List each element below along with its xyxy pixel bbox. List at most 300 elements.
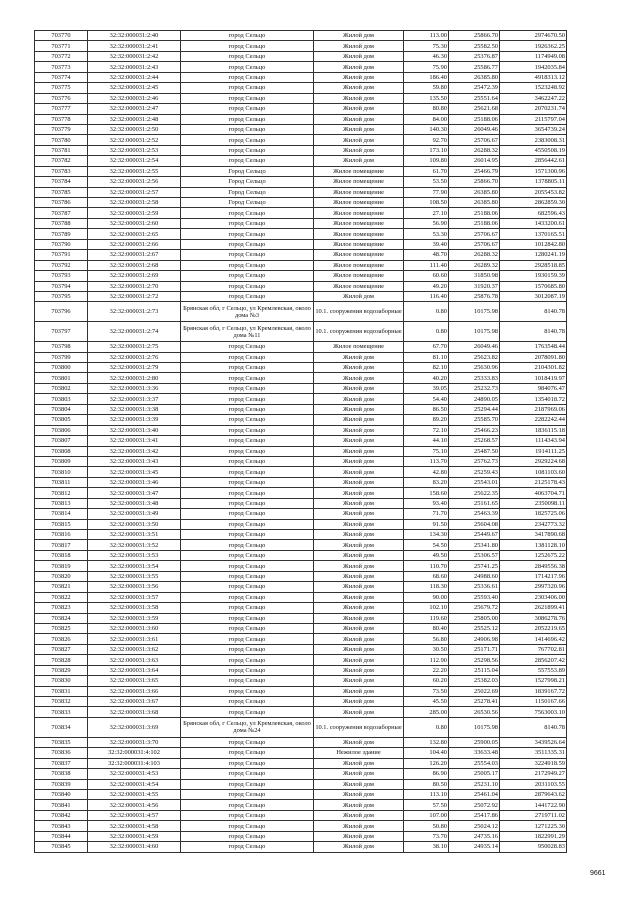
cadastral-value-cell: 2974670.50: [500, 31, 567, 41]
cadastral-value-cell: 1825725.06: [500, 509, 567, 519]
address-cell: город Сельцо: [181, 779, 314, 789]
cadastral-number-cell: 32:32:000031:2:40: [88, 31, 181, 41]
unit-value-cell: 24935.14: [449, 842, 500, 852]
cadastral-number-cell: 32:32:000031:3:40: [88, 425, 181, 435]
unit-value-cell: 31850.98: [449, 271, 500, 281]
cadastral-number-cell: 32:32:000031:2:48: [88, 114, 181, 124]
cadastral-value-cell: 2282242.44: [500, 415, 567, 425]
address-cell: Брянская обл, г Сельцо, ул Кремлевская, около дома №24: [181, 717, 314, 737]
cadastral-number-cell: 32:32:000031:4:54: [88, 779, 181, 789]
unit-value-cell: 25551.64: [449, 93, 500, 103]
object-type-cell: Жилой дом: [314, 737, 404, 747]
object-type-cell: 10.1. сооружения водозаборные: [314, 302, 404, 322]
object-type-cell: Жилое помещение: [314, 229, 404, 239]
unit-value-cell: 26385.80: [449, 72, 500, 82]
area-cell: 75.90: [404, 62, 449, 72]
cadastral-value-cell: 2104301.82: [500, 363, 567, 373]
address-cell: Город Сельцо: [181, 187, 314, 197]
table-row: [35, 177, 567, 187]
unit-value-cell: 25376.87: [449, 51, 500, 61]
cadastral-number-cell: 32:32:000031:3:52: [88, 540, 181, 550]
address-cell: город Сельцо: [181, 488, 314, 498]
area-cell: 80.80: [404, 104, 449, 114]
cadastral-value-cell: 1381128.10: [500, 540, 567, 550]
table-row: [35, 114, 567, 124]
object-type-cell: Нежилое здание: [314, 748, 404, 758]
area-cell: 81.10: [404, 352, 449, 362]
cadastral-number-cell: 32:32:000031:2:54: [88, 156, 181, 166]
cadastral-value-cell: 2621899.41: [500, 603, 567, 613]
address-cell: город Сельцо: [181, 519, 314, 529]
table-row: [35, 250, 567, 260]
cadastral-number-cell: 32:32:000031:3:67: [88, 697, 181, 707]
cadastral-number-cell: 32:32:000031:3:36: [88, 383, 181, 393]
row-id-cell: 703799: [35, 352, 88, 362]
unit-value-cell: 25586.77: [449, 62, 500, 72]
address-cell: город Сельцо: [181, 477, 314, 487]
area-cell: 132.80: [404, 737, 449, 747]
unit-value-cell: 26014.95: [449, 156, 500, 166]
row-id-cell: 703840: [35, 789, 88, 799]
address-cell: город Сельцо: [181, 540, 314, 550]
object-type-cell: Жилой дом: [314, 425, 404, 435]
object-type-cell: Жилое помещение: [314, 218, 404, 228]
row-id-cell: 703778: [35, 114, 88, 124]
object-type-cell: 10.1. сооружения водозаборные: [314, 322, 404, 342]
address-cell: город Сельцо: [181, 676, 314, 686]
unit-value-cell: 25188.06: [449, 114, 500, 124]
area-cell: 59.80: [404, 83, 449, 93]
cadastral-value-cell: 2031103.55: [500, 779, 567, 789]
unit-value-cell: 25487.50: [449, 446, 500, 456]
unit-value-cell: 25900.05: [449, 737, 500, 747]
unit-value-cell: 25171.71: [449, 644, 500, 654]
row-id-cell: 703823: [35, 603, 88, 613]
object-type-cell: Жилой дом: [314, 488, 404, 498]
object-type-cell: Жилое помещение: [314, 239, 404, 249]
unit-value-cell: 25621.68: [449, 104, 500, 114]
unit-value-cell: 25022.69: [449, 686, 500, 696]
row-id-cell: 703773: [35, 62, 88, 72]
table-row: [35, 686, 567, 696]
address-cell: город Сельцо: [181, 758, 314, 768]
cadastral-value-cell: 1926362.25: [500, 41, 567, 51]
cadastral-number-cell: 32:32:000031:3:64: [88, 665, 181, 675]
object-type-cell: Жилой дом: [314, 676, 404, 686]
object-type-cell: Жилой дом: [314, 394, 404, 404]
cadastral-number-cell: 32:32:000031:3:63: [88, 655, 181, 665]
address-cell: город Сельцо: [181, 737, 314, 747]
cadastral-number-cell: 32:32:000031:4:59: [88, 831, 181, 841]
cadastral-value-cell: 1714217.96: [500, 571, 567, 581]
object-type-cell: Жилой дом: [314, 156, 404, 166]
area-cell: 112.90: [404, 655, 449, 665]
table-row: [35, 779, 567, 789]
area-cell: 73.70: [404, 831, 449, 841]
unit-value-cell: 25762.73: [449, 456, 500, 466]
area-cell: 134.30: [404, 530, 449, 540]
cadastral-value-cell: 2856207.42: [500, 655, 567, 665]
area-cell: 53.50: [404, 177, 449, 187]
row-id-cell: 703826: [35, 634, 88, 644]
cadastral-value-cell: 2719711.02: [500, 810, 567, 820]
cadastral-value-cell: 1930159.39: [500, 271, 567, 281]
area-cell: 113.10: [404, 789, 449, 799]
cadastral-value-cell: 1370165.51: [500, 229, 567, 239]
unit-value-cell: 25593.40: [449, 592, 500, 602]
address-cell: город Сельцо: [181, 373, 314, 383]
address-cell: город Сельцо: [181, 394, 314, 404]
row-id-cell: 703790: [35, 239, 88, 249]
table-row: [35, 561, 567, 571]
object-type-cell: Жилое помещение: [314, 166, 404, 176]
cadastral-value-cell: 2187969.06: [500, 404, 567, 414]
row-id-cell: 703787: [35, 208, 88, 218]
unit-value-cell: 25268.57: [449, 436, 500, 446]
cadastral-number-cell: 32:32:000031:2:47: [88, 104, 181, 114]
cadastral-value-cell: 1942035.84: [500, 62, 567, 72]
cadastral-value-cell: 1914111.25: [500, 446, 567, 456]
table-row: [35, 540, 567, 550]
unit-value-cell: 25024.12: [449, 821, 500, 831]
unit-value-cell: 33633.48: [449, 748, 500, 758]
address-cell: город Сельцо: [181, 156, 314, 166]
area-cell: 49.20: [404, 281, 449, 291]
address-cell: город Сельцо: [181, 592, 314, 602]
cadastral-number-cell: 32:32:000031:4:102: [88, 748, 181, 758]
row-id-cell: 703775: [35, 83, 88, 93]
table-row: [35, 156, 567, 166]
cadastral-value-cell: 2856442.61: [500, 156, 567, 166]
row-id-cell: 703831: [35, 686, 88, 696]
cadastral-value-cell: 557553.89: [500, 665, 567, 675]
cadastral-value-cell: 2929224.68: [500, 456, 567, 466]
table-row: [35, 634, 567, 644]
area-cell: 119.60: [404, 613, 449, 623]
unit-value-cell: 25554.03: [449, 758, 500, 768]
cadastral-number-cell: 32:32:000031:2:66: [88, 239, 181, 249]
table-row: [35, 281, 567, 291]
address-cell: город Сельцо: [181, 810, 314, 820]
table-row: [35, 104, 567, 114]
address-cell: город Сельцо: [181, 229, 314, 239]
unit-value-cell: 26530.56: [449, 707, 500, 717]
cadastral-value-cell: 2055453.82: [500, 187, 567, 197]
object-type-cell: Жилой дом: [314, 613, 404, 623]
address-cell: город Сельцо: [181, 571, 314, 581]
row-id-cell: 703798: [35, 342, 88, 352]
area-cell: 92.70: [404, 135, 449, 145]
area-cell: 113.70: [404, 456, 449, 466]
cadastral-number-cell: 32:32:000031:3:53: [88, 550, 181, 560]
unit-value-cell: 25741.25: [449, 561, 500, 571]
address-cell: город Сельцо: [181, 250, 314, 260]
row-id-cell: 703843: [35, 821, 88, 831]
address-cell: город Сельцо: [181, 686, 314, 696]
cadastral-value-cell: 1523248.92: [500, 83, 567, 93]
unit-value-cell: 25336.61: [449, 582, 500, 592]
object-type-cell: Жилой дом: [314, 831, 404, 841]
row-id-cell: 703805: [35, 415, 88, 425]
cadastral-value-cell: 7563003.10: [500, 707, 567, 717]
area-cell: 285.00: [404, 707, 449, 717]
table-row: [35, 83, 567, 93]
table-row: [35, 166, 567, 176]
object-type-cell: Жилое помещение: [314, 260, 404, 270]
cadastral-number-cell: 32:32:000031:3:49: [88, 509, 181, 519]
address-cell: город Сельцо: [181, 436, 314, 446]
cadastral-number-cell: 32:32:000031:2:73: [88, 302, 181, 322]
cadastral-number-cell: 32:32:000031:3:56: [88, 582, 181, 592]
cadastral-number-cell: 32:32:000031:2:50: [88, 124, 181, 134]
row-id-cell: 703813: [35, 498, 88, 508]
cadastral-number-cell: 32:32:000031:2:74: [88, 322, 181, 342]
cadastral-number-cell: 32:32:000031:3:60: [88, 623, 181, 633]
object-type-cell: Жилой дом: [314, 72, 404, 82]
unit-value-cell: 25417.86: [449, 810, 500, 820]
area-cell: 54.40: [404, 394, 449, 404]
cadastral-value-cell: 1174949.08: [500, 51, 567, 61]
address-cell: город Сельцо: [181, 62, 314, 72]
address-cell: город Сельцо: [181, 41, 314, 51]
object-type-cell: Жилой дом: [314, 550, 404, 560]
unit-value-cell: 31920.37: [449, 281, 500, 291]
table-row: [35, 415, 567, 425]
table-row: [35, 477, 567, 487]
address-cell: город Сельцо: [181, 446, 314, 456]
area-cell: 111.40: [404, 260, 449, 270]
unit-value-cell: 25622.35: [449, 488, 500, 498]
object-type-cell: Жилой дом: [314, 436, 404, 446]
area-cell: 75.30: [404, 41, 449, 51]
area-cell: 93.40: [404, 498, 449, 508]
object-type-cell: Жилой дом: [314, 93, 404, 103]
object-type-cell: Жилой дом: [314, 124, 404, 134]
row-id-cell: 703794: [35, 281, 88, 291]
address-cell: город Сельцо: [181, 404, 314, 414]
unit-value-cell: 25188.06: [449, 218, 500, 228]
object-type-cell: Жилой дом: [314, 842, 404, 852]
row-id-cell: 703825: [35, 623, 88, 633]
unit-value-cell: 25278.41: [449, 697, 500, 707]
address-cell: город Сельцо: [181, 145, 314, 155]
area-cell: 104.40: [404, 748, 449, 758]
registry-table: [34, 30, 567, 853]
unit-value-cell: 25630.96: [449, 363, 500, 373]
area-cell: 0.80: [404, 717, 449, 737]
table-row: [35, 446, 567, 456]
row-id-cell: 703819: [35, 561, 88, 571]
unit-value-cell: 25333.83: [449, 373, 500, 383]
table-row: [35, 697, 567, 707]
area-cell: 60.60: [404, 271, 449, 281]
row-id-cell: 703781: [35, 145, 88, 155]
area-cell: 110.70: [404, 561, 449, 571]
table-row: [35, 383, 567, 393]
cadastral-number-cell: 32:32:000031:3:59: [88, 613, 181, 623]
table-row: [35, 145, 567, 155]
row-id-cell: 703800: [35, 363, 88, 373]
table-row: [35, 31, 567, 41]
row-id-cell: 703814: [35, 509, 88, 519]
cadastral-number-cell: 32:32:000031:3:51: [88, 530, 181, 540]
object-type-cell: Жилой дом: [314, 383, 404, 393]
cadastral-number-cell: 32:32:000031:3:62: [88, 644, 181, 654]
row-id-cell: 703803: [35, 394, 88, 404]
object-type-cell: Жилой дом: [314, 758, 404, 768]
area-cell: 57.50: [404, 800, 449, 810]
row-id-cell: 703817: [35, 540, 88, 550]
address-cell: город Сельцо: [181, 821, 314, 831]
table-row: [35, 41, 567, 51]
row-id-cell: 703792: [35, 260, 88, 270]
cadastral-value-cell: 1763548.44: [500, 342, 567, 352]
row-id-cell: 703774: [35, 72, 88, 82]
address-cell: город Сельцо: [181, 83, 314, 93]
address-cell: город Сельцо: [181, 769, 314, 779]
object-type-cell: Жилое помещение: [314, 208, 404, 218]
address-cell: Город Сельцо: [181, 198, 314, 208]
row-id-cell: 703838: [35, 769, 88, 779]
address-cell: город Сельцо: [181, 383, 314, 393]
table-row: [35, 498, 567, 508]
area-cell: 116.40: [404, 291, 449, 301]
table-row: [35, 676, 567, 686]
cadastral-number-cell: 32:32:000031:3:65: [88, 676, 181, 686]
cadastral-number-cell: 32:32:000031:3:57: [88, 592, 181, 602]
address-cell: Брянская обл, г Сельцо, ул Кремлевская, около дома №11: [181, 322, 314, 342]
cadastral-value-cell: 4063704.71: [500, 488, 567, 498]
cadastral-value-cell: 3012087.19: [500, 291, 567, 301]
table-row: [35, 373, 567, 383]
row-id-cell: 703841: [35, 800, 88, 810]
cadastral-value-cell: 2350098.11: [500, 498, 567, 508]
cadastral-value-cell: 1081103.60: [500, 467, 567, 477]
object-type-cell: Жилой дом: [314, 561, 404, 571]
table-row: [35, 425, 567, 435]
area-cell: 53.30: [404, 229, 449, 239]
cadastral-value-cell: 3224918.59: [500, 758, 567, 768]
row-id-cell: 703809: [35, 456, 88, 466]
area-cell: 186.40: [404, 72, 449, 82]
area-cell: 46.30: [404, 51, 449, 61]
unit-value-cell: 24988.60: [449, 571, 500, 581]
unit-value-cell: 25306.57: [449, 550, 500, 560]
cadastral-value-cell: 8140.78: [500, 322, 567, 342]
cadastral-value-cell: 2078091.80: [500, 352, 567, 362]
cadastral-number-cell: 32:32:000031:3:38: [88, 404, 181, 414]
cadastral-value-cell: 950028.83: [500, 842, 567, 852]
table-row: [35, 831, 567, 841]
address-cell: город Сельцо: [181, 260, 314, 270]
unit-value-cell: 25582.50: [449, 41, 500, 51]
unit-value-cell: 25543.01: [449, 477, 500, 487]
object-type-cell: Жилой дом: [314, 592, 404, 602]
address-cell: город Сельцо: [181, 498, 314, 508]
object-type-cell: Жилой дом: [314, 467, 404, 477]
cadastral-value-cell: 3511335.31: [500, 748, 567, 758]
cadastral-value-cell: 1441722.90: [500, 800, 567, 810]
cadastral-number-cell: 32:32:000031:2:56: [88, 177, 181, 187]
unit-value-cell: 25341.80: [449, 540, 500, 550]
object-type-cell: Жилой дом: [314, 498, 404, 508]
cadastral-value-cell: 4550508.19: [500, 145, 567, 155]
cadastral-number-cell: 32:32:000031:2:60: [88, 218, 181, 228]
address-cell: город Сельцо: [181, 613, 314, 623]
area-cell: 80.50: [404, 779, 449, 789]
table-row: [35, 707, 567, 717]
object-type-cell: Жилой дом: [314, 104, 404, 114]
cadastral-number-cell: 32:32:000031:2:44: [88, 72, 181, 82]
object-type-cell: Жилой дом: [314, 697, 404, 707]
cadastral-number-cell: 32:32:000031:2:53: [88, 145, 181, 155]
cadastral-value-cell: 1527998.21: [500, 676, 567, 686]
address-cell: город Сельцо: [181, 456, 314, 466]
area-cell: 75.10: [404, 446, 449, 456]
table-row: [35, 810, 567, 820]
cadastral-number-cell: 32:32:000031:3:46: [88, 477, 181, 487]
object-type-cell: Жилой дом: [314, 789, 404, 799]
table-row: [35, 644, 567, 654]
unit-value-cell: 26385.80: [449, 198, 500, 208]
object-type-cell: Жилой дом: [314, 655, 404, 665]
area-cell: 83.20: [404, 477, 449, 487]
cadastral-number-cell: 32:32:000031:2:67: [88, 250, 181, 260]
table-row: [35, 623, 567, 633]
cadastral-value-cell: 3086278.76: [500, 613, 567, 623]
object-type-cell: Жилой дом: [314, 62, 404, 72]
table-row: [35, 187, 567, 197]
cadastral-value-cell: 3417890.68: [500, 530, 567, 540]
cadastral-number-cell: 32:32:000031:3:42: [88, 446, 181, 456]
cadastral-number-cell: 32:32:000031:2:46: [88, 93, 181, 103]
object-type-cell: Жилой дом: [314, 415, 404, 425]
table-row: [35, 135, 567, 145]
registry-rows: [35, 31, 567, 853]
object-type-cell: Жилой дом: [314, 456, 404, 466]
unit-value-cell: 25188.06: [449, 208, 500, 218]
unit-value-cell: 10175.98: [449, 717, 500, 737]
page-number: 9661: [590, 870, 606, 877]
area-cell: 42.80: [404, 467, 449, 477]
row-id-cell: 703811: [35, 477, 88, 487]
object-type-cell: Жилой дом: [314, 571, 404, 581]
address-cell: город Сельцо: [181, 748, 314, 758]
row-id-cell: 703818: [35, 550, 88, 560]
address-cell: город Сельцо: [181, 842, 314, 852]
cadastral-value-cell: 2115797.04: [500, 114, 567, 124]
object-type-cell: Жилое помещение: [314, 187, 404, 197]
area-cell: 82.10: [404, 363, 449, 373]
cadastral-number-cell: 32:32:000031:2:41: [88, 41, 181, 51]
area-cell: 73.50: [404, 686, 449, 696]
row-id-cell: 703807: [35, 436, 88, 446]
cadastral-number-cell: 32:32:000031:3:39: [88, 415, 181, 425]
table-row: [35, 198, 567, 208]
table-row: [35, 72, 567, 82]
cadastral-value-cell: 767702.81: [500, 644, 567, 654]
object-type-cell: Жилое помещение: [314, 177, 404, 187]
table-row: [35, 509, 567, 519]
area-cell: 86.50: [404, 404, 449, 414]
unit-value-cell: 26049.46: [449, 342, 500, 352]
area-cell: 56.90: [404, 218, 449, 228]
cadastral-value-cell: 1280241.19: [500, 250, 567, 260]
unit-value-cell: 24906.98: [449, 634, 500, 644]
unit-value-cell: 25115.04: [449, 665, 500, 675]
cadastral-value-cell: 8140.78: [500, 717, 567, 737]
cadastral-number-cell: 32:32:000031:3:48: [88, 498, 181, 508]
